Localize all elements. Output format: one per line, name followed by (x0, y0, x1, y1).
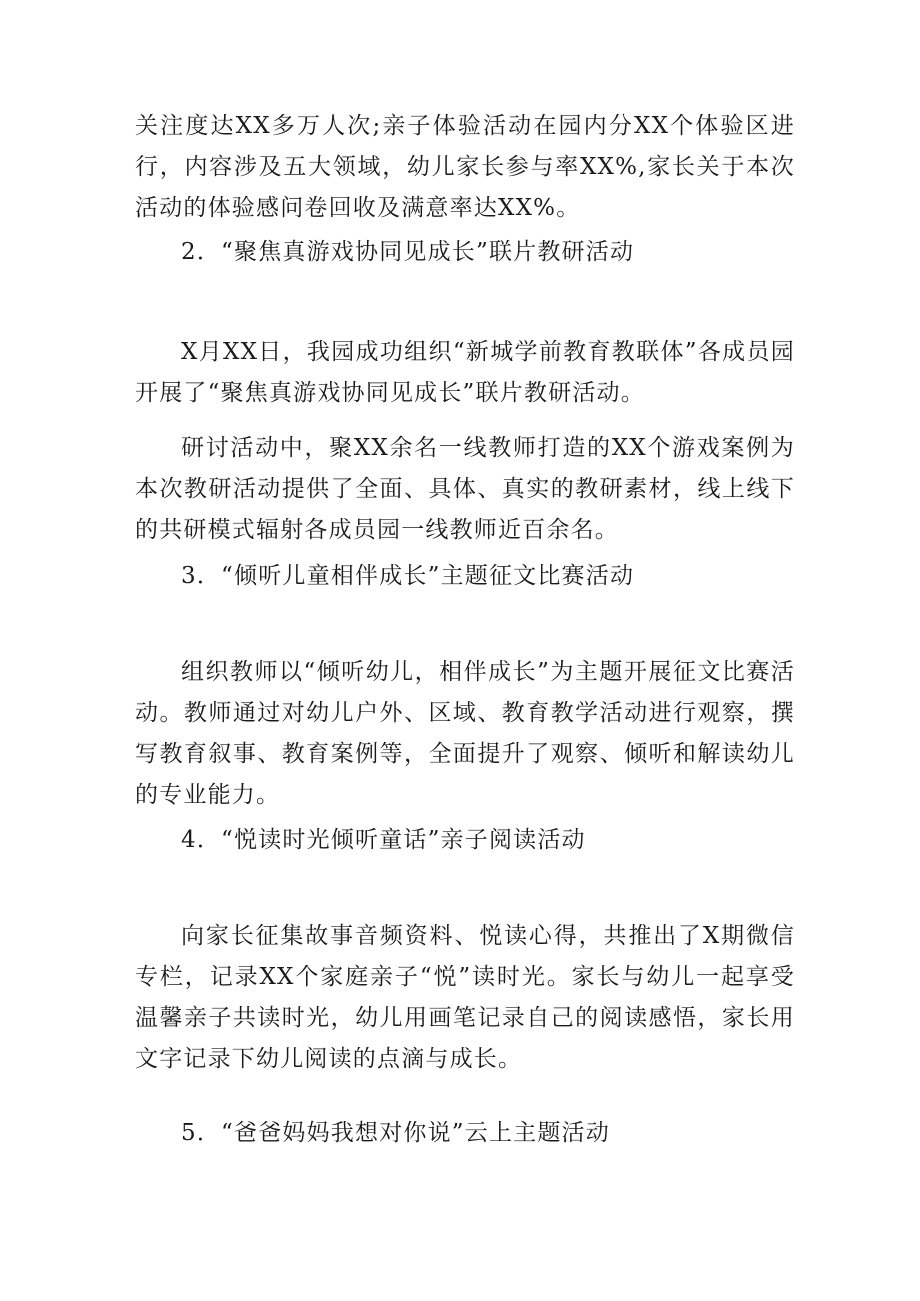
section-heading-5: 5．“爸爸妈妈我想对你说”云上主题活动 (181, 1120, 610, 1146)
paragraph-parent-experience-stats: 关注度达XX多万人次;亲子体验活动在园内分XX个体验区进行，内容涉及五大领域，幼儿家长参与率XX%,家长关于本次活动的体验感问卷回收及满意率达XX%。 (135, 113, 795, 221)
paragraph-reading-activity: 向家长征集故事音频资料、悦读心得，共推出了X期微信专栏，记录XX个家庭亲子“悦”读时光。家长与幼儿一起享受温馨亲子共读时光，幼儿用画笔记录自己的阅读感悟，家长用文字记录下幼儿阅读的点滴与成长。 (135, 923, 795, 1072)
section-heading-4: 4．“悦读时光倾听童话”亲子阅读活动 (181, 827, 586, 853)
paragraph-joint-research: X月XX日，我园成功组织“新城学前教育教联体”各成员园开展了“聚焦真游戏协同见成长”联片教研活动。 (135, 339, 795, 406)
paragraph-essay-contest: 组织教师以“倾听幼儿，相伴成长”为主题开展征文比赛活动。教师通过对幼儿户外、区域、教育教学活动进行观察，撰写教育叙事、教育案例等，全面提升了观察、倾听和解读幼儿的专业能力。 (135, 659, 795, 808)
paragraph-research-discussion: 研讨活动中，聚XX余名一线教师打造的XX个游戏案例为本次教研活动提供了全面、具体、真实的教研素材，线上线下的共研模式辐射各成员园一线教师近百余名。 (135, 435, 795, 543)
section-heading-3: 3．“倾听儿童相伴成长”主题征文比赛活动 (181, 563, 635, 589)
section-heading-2: 2．“聚焦真游戏协同见成长”联片教研活动 (181, 239, 635, 265)
